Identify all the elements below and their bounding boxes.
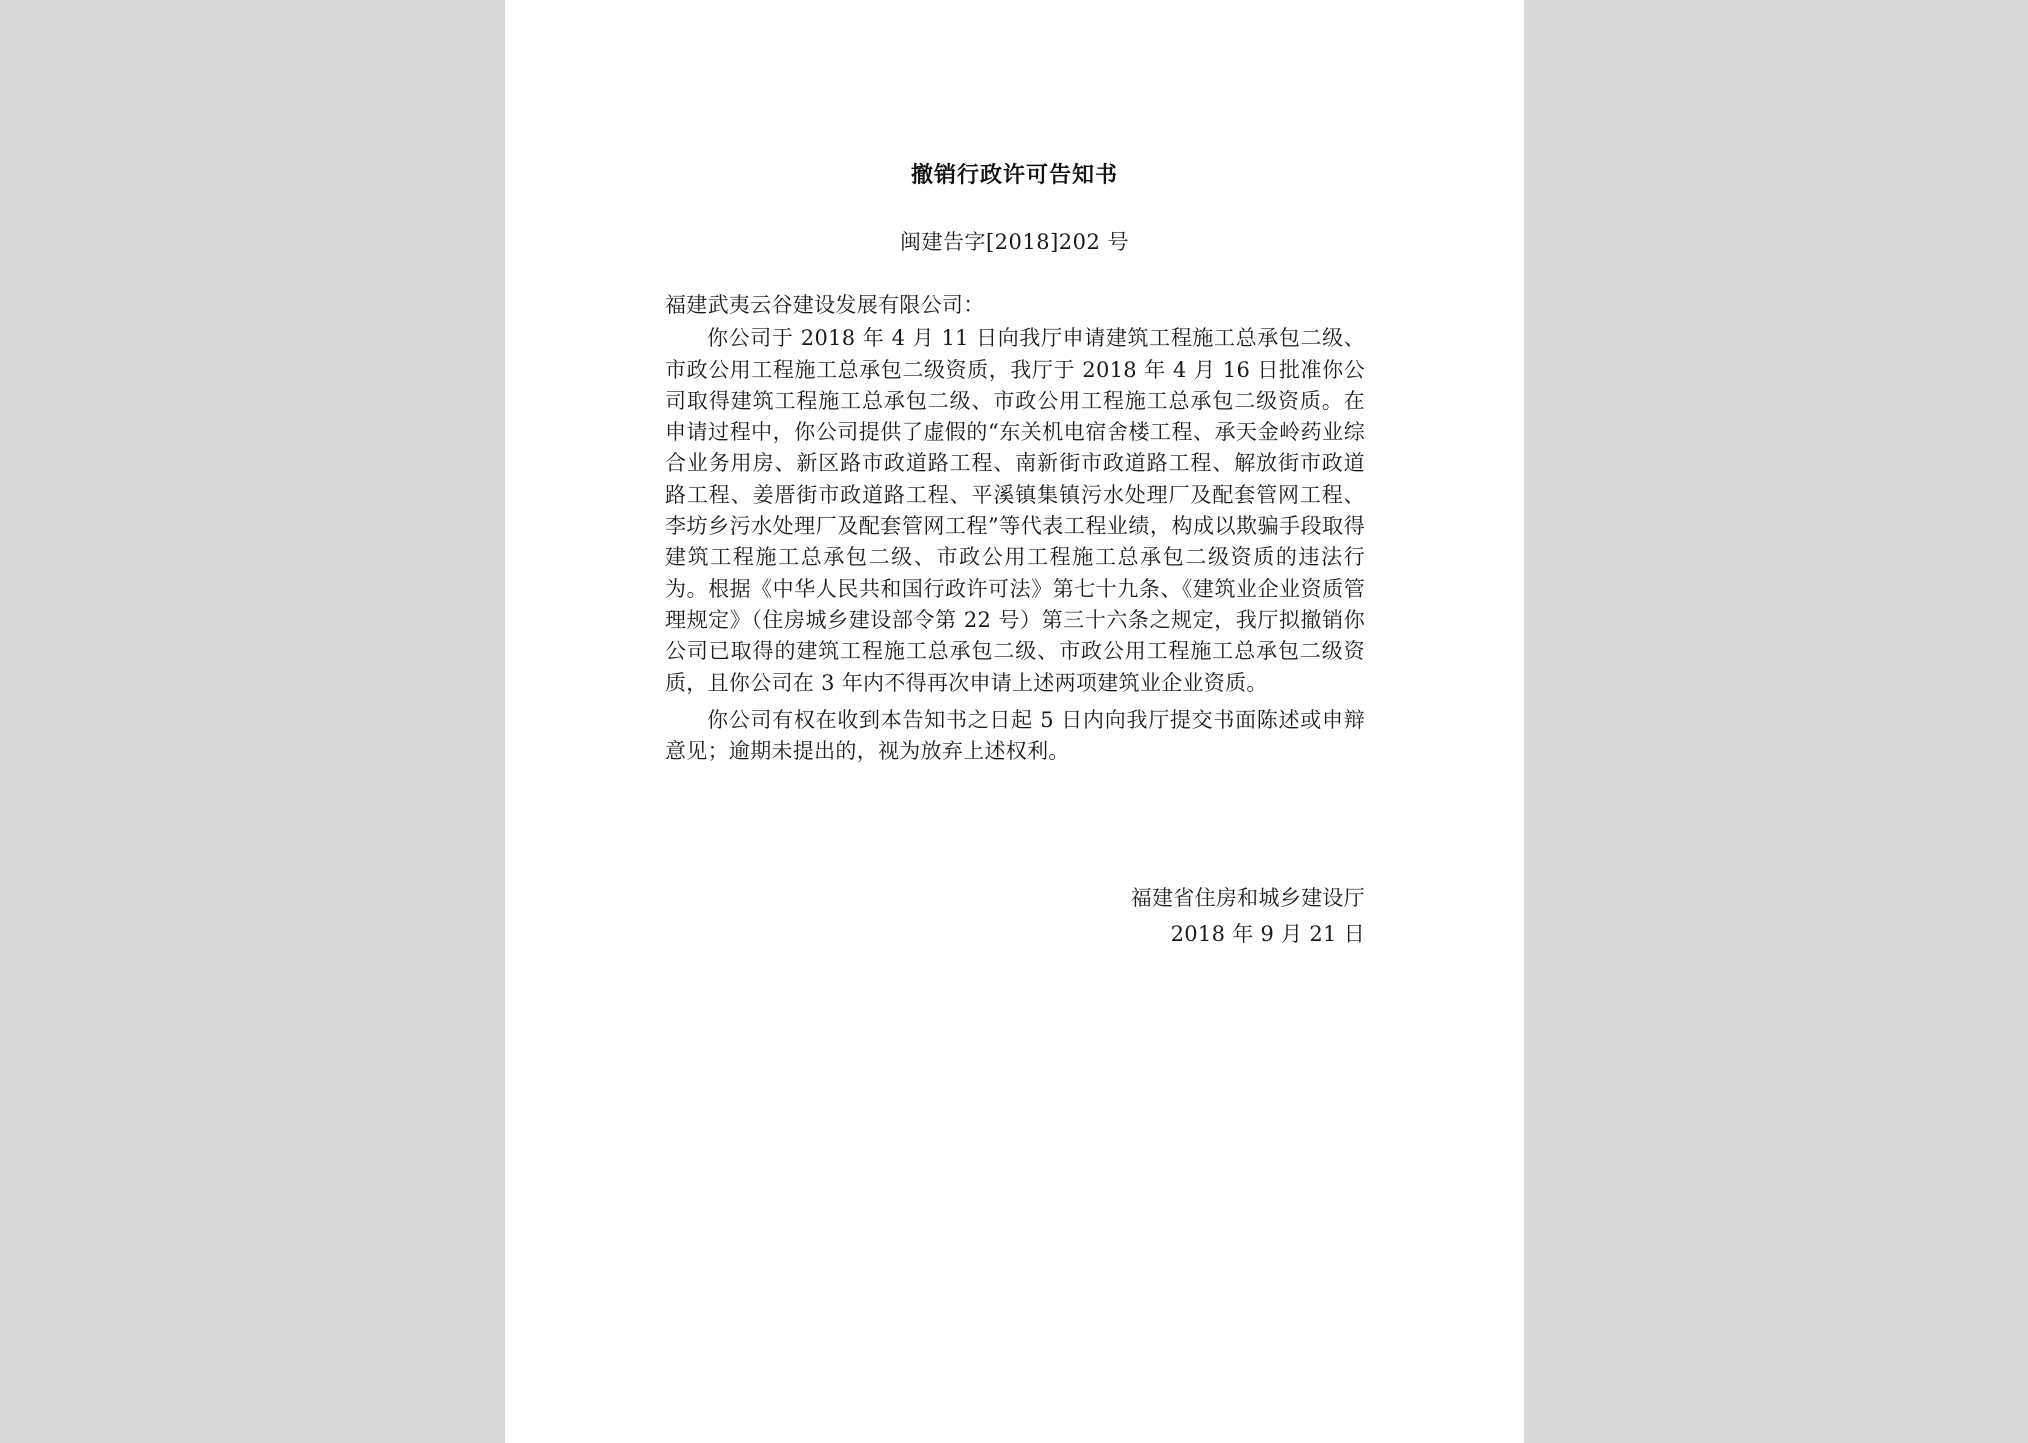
document-page [505, 0, 1524, 1443]
paragraph-rights: 你公司有权在收到本告知书之日起 5 日内向我厅提交书面陈述或申辩意见；逾期未提出的，视为放弃上述权利。 [665, 707, 1365, 764]
signature-block [1105, 880, 1365, 952]
document-number: 闽建告字[2018]202 号 [899, 230, 1130, 254]
document-body [665, 290, 1365, 773]
paragraph-main: 你公司于 2018 年 4 月 11 日向我厅申请建筑工程施工总承包二级、市政公用工程施工总承包二级资质，我厅于 2018 年 4 月 16 日批准你公司取得建筑工程施工总承包二级、市政公用工程施工总承包二级资质。在申请过程中，你公司提供了虚假的“东关机电宿舍楼工程、承天金岭药业综合业务用房、新区路市政道路工程、南新街市政道路工程、解放街市政道路工程、姜厝街市政道路工程、平溪镇集镇污水处理厂及配套管网工程、李坊乡污水处理厂及配套管网工程”等代表工程业绩，构成以欺骗手段取得建筑工程施工总承包二级、市政公用工程施工总承包二级资质的违法行为。根据《中华人民共和国行政许可法》第七十九条、《建筑业企业资质管理规定》（住房城乡建设部令第 22 号）第三十六条之规定，我厅拟撤销你公司已取得的建筑工程施工总承包二级、市政公用工程施工总承包二级资质，且你公司在 3 年内不得再次申请上述两项建筑业企业资质。 [665, 326, 1365, 695]
issue-date: 2018 年 9 月 21 日 [1170, 922, 1365, 946]
addressee: 福建武夷云谷建设发展有限公司： [665, 293, 985, 317]
issuer-name: 福建省住房和城乡建设厅 [1130, 886, 1365, 910]
document-title: 撤销行政许可告知书 [910, 163, 1118, 188]
